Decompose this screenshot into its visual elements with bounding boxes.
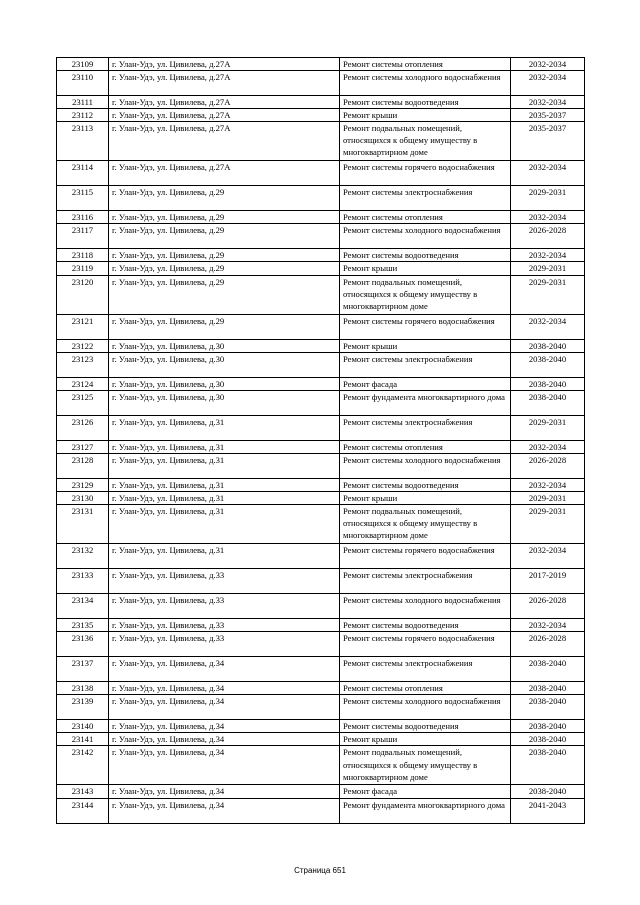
table-row (57, 594, 585, 619)
table-row (57, 632, 585, 657)
row-work-type: Ремонт системы водоотведения (340, 720, 511, 733)
row-number: 23110 (57, 71, 109, 96)
row-number: 23129 (57, 478, 109, 491)
row-work-type: Ремонт крыши (340, 262, 511, 275)
row-address: г. Улан-Удэ, ул. Цивилева, д.34 (109, 733, 340, 746)
row-work-type: Ремонт системы электроснабжения (340, 186, 511, 211)
table-row (57, 224, 585, 249)
table-row (57, 544, 585, 569)
row-period: 2038-2040 (511, 785, 585, 798)
row-work-type: Ремонт системы водоотведения (340, 249, 511, 262)
row-number: 23139 (57, 695, 109, 720)
row-work-type: Ремонт подвальных помещений, относящихся к общему имуществу в многоквартирном доме (340, 746, 511, 785)
table-row (57, 720, 585, 733)
table-row (57, 682, 585, 695)
row-work-type: Ремонт системы горячего водоснабжения (340, 544, 511, 569)
table-row (57, 695, 585, 720)
row-number: 23128 (57, 453, 109, 478)
row-period: 2026-2028 (511, 453, 585, 478)
row-address: г. Улан-Удэ, ул. Цивилева, д.27А (109, 71, 340, 96)
row-work-type: Ремонт крыши (340, 109, 511, 122)
row-address: г. Улан-Удэ, ул. Цивилева, д.29 (109, 275, 340, 314)
row-address: г. Улан-Удэ, ул. Цивилева, д.30 (109, 339, 340, 352)
row-address: г. Улан-Удэ, ул. Цивилева, д.30 (109, 352, 340, 377)
row-period: 2038-2040 (511, 657, 585, 682)
row-work-type: Ремонт системы электроснабжения (340, 657, 511, 682)
row-number: 23133 (57, 569, 109, 594)
row-address: г. Улан-Удэ, ул. Цивилева, д.29 (109, 249, 340, 262)
table-row (57, 352, 585, 377)
row-number: 23114 (57, 161, 109, 186)
row-address: г. Улан-Удэ, ул. Цивилева, д.34 (109, 695, 340, 720)
row-number: 23126 (57, 415, 109, 440)
row-work-type: Ремонт крыши (340, 733, 511, 746)
row-period: 2029-2031 (511, 186, 585, 211)
table-row (57, 505, 585, 544)
table-row (57, 785, 585, 798)
row-period: 2032-2034 (511, 249, 585, 262)
row-number: 23123 (57, 352, 109, 377)
row-number: 23127 (57, 440, 109, 453)
row-number: 23132 (57, 544, 109, 569)
row-period: 2038-2040 (511, 695, 585, 720)
row-period: 2038-2040 (511, 733, 585, 746)
row-period: 2032-2034 (511, 96, 585, 109)
row-period: 2026-2028 (511, 224, 585, 249)
row-period: 2035-2037 (511, 122, 585, 161)
row-address: г. Улан-Удэ, ул. Цивилева, д.27А (109, 161, 340, 186)
row-number: 23118 (57, 249, 109, 262)
row-number: 23142 (57, 746, 109, 785)
row-address: г. Улан-Удэ, ул. Цивилева, д.29 (109, 262, 340, 275)
row-work-type: Ремонт подвальных помещений, относящихся к общему имуществу в многоквартирном доме (340, 275, 511, 314)
row-number: 23109 (57, 58, 109, 71)
table-row (57, 619, 585, 632)
row-period: 2032-2034 (511, 161, 585, 186)
row-address: г. Улан-Удэ, ул. Цивилева, д.31 (109, 453, 340, 478)
row-period: 2038-2040 (511, 746, 585, 785)
table-row (57, 71, 585, 96)
row-period: 2029-2031 (511, 491, 585, 504)
row-address: г. Улан-Удэ, ул. Цивилева, д.34 (109, 720, 340, 733)
row-number: 23121 (57, 314, 109, 339)
table-row (57, 161, 585, 186)
row-number: 23113 (57, 122, 109, 161)
row-work-type: Ремонт системы горячего водоснабжения (340, 632, 511, 657)
row-number: 23111 (57, 96, 109, 109)
row-address: г. Улан-Удэ, ул. Цивилева, д.33 (109, 594, 340, 619)
table-row (57, 314, 585, 339)
row-work-type: Ремонт подвальных помещений, относящихся к общему имуществу в многоквартирном доме (340, 122, 511, 161)
row-address: г. Улан-Удэ, ул. Цивилева, д.27А (109, 109, 340, 122)
table-row (57, 262, 585, 275)
row-address: г. Улан-Удэ, ул. Цивилева, д.33 (109, 632, 340, 657)
table-row (57, 569, 585, 594)
table-row (57, 122, 585, 161)
row-address: г. Улан-Удэ, ул. Цивилева, д.31 (109, 505, 340, 544)
row-period: 2029-2031 (511, 415, 585, 440)
row-work-type: Ремонт системы отопления (340, 211, 511, 224)
row-work-type: Ремонт фасада (340, 377, 511, 390)
table-row (57, 58, 585, 71)
row-address: г. Улан-Удэ, ул. Цивилева, д.31 (109, 440, 340, 453)
table-body (57, 58, 585, 824)
row-number: 23131 (57, 505, 109, 544)
row-work-type: Ремонт системы водоотведения (340, 96, 511, 109)
row-number: 23134 (57, 594, 109, 619)
row-address: г. Улан-Удэ, ул. Цивилева, д.31 (109, 544, 340, 569)
row-period: 2032-2034 (511, 619, 585, 632)
row-work-type: Ремонт фундамента многоквартирного дома (340, 390, 511, 415)
row-work-type: Ремонт подвальных помещений, относящихся к общему имуществу в многоквартирном доме (340, 505, 511, 544)
table-row (57, 211, 585, 224)
row-number: 23115 (57, 186, 109, 211)
row-address: г. Улан-Удэ, ул. Цивилева, д.30 (109, 377, 340, 390)
row-period: 2029-2031 (511, 262, 585, 275)
row-address: г. Улан-Удэ, ул. Цивилева, д.29 (109, 211, 340, 224)
row-work-type: Ремонт системы электроснабжения (340, 415, 511, 440)
row-address: г. Улан-Удэ, ул. Цивилева, д.30 (109, 390, 340, 415)
row-number: 23137 (57, 657, 109, 682)
row-number: 23143 (57, 785, 109, 798)
row-work-type: Ремонт системы водоотведения (340, 478, 511, 491)
row-number: 23124 (57, 377, 109, 390)
row-work-type: Ремонт системы отопления (340, 58, 511, 71)
row-number: 23136 (57, 632, 109, 657)
table-row (57, 746, 585, 785)
row-period: 2032-2034 (511, 71, 585, 96)
row-period: 2038-2040 (511, 720, 585, 733)
row-address: г. Улан-Удэ, ул. Цивилева, д.34 (109, 785, 340, 798)
row-period: 2035-2037 (511, 109, 585, 122)
row-period: 2038-2040 (511, 682, 585, 695)
row-period: 2032-2034 (511, 478, 585, 491)
row-number: 23130 (57, 491, 109, 504)
row-work-type: Ремонт системы холодного водоснабжения (340, 224, 511, 249)
table-row (57, 249, 585, 262)
row-number: 23141 (57, 733, 109, 746)
row-number: 23138 (57, 682, 109, 695)
row-period: 2038-2040 (511, 339, 585, 352)
row-number: 23135 (57, 619, 109, 632)
row-address: г. Улан-Удэ, ул. Цивилева, д.33 (109, 619, 340, 632)
row-work-type: Ремонт системы холодного водоснабжения (340, 695, 511, 720)
row-number: 23140 (57, 720, 109, 733)
table-row (57, 109, 585, 122)
table-row (57, 186, 585, 211)
row-work-type: Ремонт системы отопления (340, 682, 511, 695)
row-address: г. Улан-Удэ, ул. Цивилева, д.29 (109, 186, 340, 211)
table-row (57, 733, 585, 746)
row-period: 2026-2028 (511, 594, 585, 619)
row-address: г. Улан-Удэ, ул. Цивилева, д.34 (109, 682, 340, 695)
row-number: 23125 (57, 390, 109, 415)
row-work-type: Ремонт крыши (340, 491, 511, 504)
row-number: 23116 (57, 211, 109, 224)
row-period: 2038-2040 (511, 377, 585, 390)
table-row (57, 440, 585, 453)
row-period: 2038-2040 (511, 390, 585, 415)
table-row (57, 377, 585, 390)
row-work-type: Ремонт системы горячего водоснабжения (340, 314, 511, 339)
table-row (57, 453, 585, 478)
row-number: 23117 (57, 224, 109, 249)
row-address: г. Улан-Удэ, ул. Цивилева, д.31 (109, 478, 340, 491)
row-address: г. Улан-Удэ, ул. Цивилева, д.31 (109, 491, 340, 504)
row-work-type: Ремонт системы холодного водоснабжения (340, 71, 511, 96)
row-period: 2032-2034 (511, 544, 585, 569)
table-row (57, 798, 585, 823)
row-number: 23120 (57, 275, 109, 314)
table-row (57, 275, 585, 314)
table-row (57, 96, 585, 109)
row-period: 2017-2019 (511, 569, 585, 594)
row-work-type: Ремонт системы электроснабжения (340, 569, 511, 594)
row-address: г. Улан-Удэ, ул. Цивилева, д.34 (109, 746, 340, 785)
row-period: 2032-2034 (511, 314, 585, 339)
row-address: г. Улан-Удэ, ул. Цивилева, д.34 (109, 798, 340, 823)
row-period: 2032-2034 (511, 58, 585, 71)
row-period: 2032-2034 (511, 440, 585, 453)
table-row (57, 415, 585, 440)
table-row (57, 657, 585, 682)
row-address: г. Улан-Удэ, ул. Цивилева, д.33 (109, 569, 340, 594)
row-number: 23122 (57, 339, 109, 352)
row-period: 2029-2031 (511, 505, 585, 544)
row-work-type: Ремонт фундамента многоквартирного дома (340, 798, 511, 823)
row-number: 23112 (57, 109, 109, 122)
row-address: г. Улан-Удэ, ул. Цивилева, д.27А (109, 58, 340, 71)
capital-repair-table (56, 57, 585, 824)
page-number: Страница 651 (294, 866, 346, 875)
row-work-type: Ремонт системы горячего водоснабжения (340, 161, 511, 186)
row-address: г. Улан-Удэ, ул. Цивилева, д.27А (109, 122, 340, 161)
table-row (57, 478, 585, 491)
row-address: г. Улан-Удэ, ул. Цивилева, д.29 (109, 314, 340, 339)
row-number: 23144 (57, 798, 109, 823)
row-number: 23119 (57, 262, 109, 275)
row-work-type: Ремонт фасада (340, 785, 511, 798)
row-work-type: Ремонт крыши (340, 339, 511, 352)
row-work-type: Ремонт системы электроснабжения (340, 352, 511, 377)
row-address: г. Улан-Удэ, ул. Цивилева, д.34 (109, 657, 340, 682)
table-row (57, 339, 585, 352)
row-period: 2038-2040 (511, 352, 585, 377)
row-period: 2032-2034 (511, 211, 585, 224)
row-period: 2029-2031 (511, 275, 585, 314)
table-row (57, 390, 585, 415)
row-work-type: Ремонт системы холодного водоснабжения (340, 594, 511, 619)
row-address: г. Улан-Удэ, ул. Цивилева, д.31 (109, 415, 340, 440)
row-work-type: Ремонт системы отопления (340, 440, 511, 453)
row-work-type: Ремонт системы водоотведения (340, 619, 511, 632)
table-row (57, 491, 585, 504)
row-address: г. Улан-Удэ, ул. Цивилева, д.27А (109, 96, 340, 109)
row-period: 2041-2043 (511, 798, 585, 823)
row-work-type: Ремонт системы холодного водоснабжения (340, 453, 511, 478)
row-address: г. Улан-Удэ, ул. Цивилева, д.29 (109, 224, 340, 249)
row-period: 2026-2028 (511, 632, 585, 657)
